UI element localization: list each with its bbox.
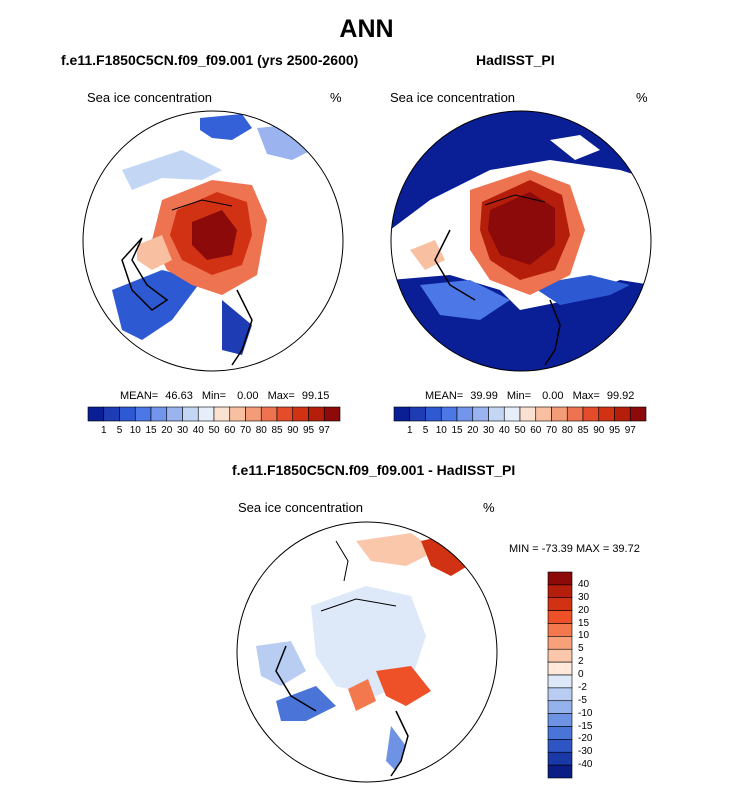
- colorbar-tick-label: 1: [100, 425, 107, 436]
- colorbar-tick-label: 80: [255, 425, 267, 436]
- colorbar-tick-label: 80: [561, 425, 573, 436]
- colorbar-swatch: [548, 739, 572, 752]
- colorbar-tick-label: 10: [578, 630, 590, 642]
- colorbar-swatch: [135, 407, 151, 421]
- panel-3-units-label: %: [483, 500, 495, 515]
- colorbar-swatch: [426, 407, 442, 421]
- colorbar-tick-label: 85: [577, 425, 589, 436]
- panel-1-polar-map: [82, 110, 344, 372]
- colorbar-swatch: [536, 407, 552, 421]
- colorbar-swatch: [230, 407, 246, 421]
- colorbar-swatch: [583, 407, 599, 421]
- colorbar-tick-label: -30: [578, 746, 593, 758]
- colorbar-swatch: [548, 585, 572, 598]
- colorbar-tick-label: -40: [578, 759, 593, 771]
- panel-1-units-label: %: [330, 90, 342, 105]
- colorbar-tick-label: 5: [116, 425, 123, 436]
- panel-1-min-label: Min=: [201, 390, 227, 402]
- panel-1-max-value: 99.15: [301, 390, 330, 402]
- colorbar-swatch: [548, 624, 572, 637]
- colorbar-swatch: [120, 407, 136, 421]
- panel-3-field-label: Sea ice concentration: [238, 500, 364, 515]
- panel-1-field-label: Sea ice concentration: [87, 90, 213, 105]
- colorbar-swatch: [246, 407, 262, 421]
- colorbar-swatch: [198, 407, 214, 421]
- colorbar-swatch: [548, 701, 572, 714]
- colorbar-tick-label: 70: [545, 425, 558, 436]
- colorbar-swatch: [548, 572, 572, 585]
- colorbar-swatch: [548, 714, 572, 727]
- colorbar-swatch: [548, 649, 572, 662]
- colorbar-swatch: [548, 675, 572, 688]
- panel-2-field-label: Sea ice concentration: [390, 90, 516, 105]
- colorbar-swatch: [548, 752, 572, 765]
- main-title: ANN: [339, 15, 394, 43]
- colorbar-tick-label: -10: [578, 707, 593, 719]
- colorbar-swatch: [630, 407, 646, 421]
- colorbar-tick-label: 40: [192, 425, 204, 436]
- colorbar-tick-label: 50: [514, 425, 526, 436]
- colorbar-tick-label: 20: [578, 604, 590, 616]
- colorbar-tick-label: 15: [578, 617, 590, 629]
- colorbar-swatch: [548, 688, 572, 701]
- colorbar-swatch: [489, 407, 505, 421]
- colorbar-tick-label: 90: [593, 425, 605, 436]
- panel-1-colorbar: [88, 407, 340, 421]
- colorbar-tick-label: 95: [302, 425, 315, 436]
- colorbar-swatch: [504, 407, 520, 421]
- colorbar-tick-label: -20: [578, 733, 593, 745]
- panel-1-title: f.e11.F1850C5CN.f09_f09.001 (yrs 2500-2600): [61, 52, 359, 68]
- colorbar-swatch: [293, 407, 309, 421]
- colorbar-tick-label: 30: [176, 425, 189, 436]
- panel-2-max-label: Max=: [572, 390, 600, 402]
- colorbar-tick-label: 15: [145, 425, 157, 436]
- colorbar-swatch: [324, 407, 340, 421]
- panel-3-polar-map: [236, 521, 498, 783]
- panel-2-min-label: Min=: [506, 390, 532, 402]
- colorbar-tick-label: 70: [239, 425, 252, 436]
- panel-3-minmax: MIN = -73.39 MAX = 39.72: [509, 543, 640, 555]
- panel-2-stats: [425, 390, 634, 402]
- colorbar-tick-label: 1: [406, 425, 413, 436]
- colorbar-tick-label: 30: [482, 425, 495, 436]
- colorbar-swatch: [183, 407, 199, 421]
- colorbar-swatch: [473, 407, 489, 421]
- colorbar-tick-label: 40: [498, 425, 510, 436]
- colorbar-tick-label: -15: [578, 720, 593, 732]
- colorbar-swatch: [520, 407, 536, 421]
- colorbar-tick-label: 95: [608, 425, 621, 436]
- panel-1-stats: [120, 390, 329, 402]
- panel-1-mean-label: MEAN=: [120, 390, 159, 402]
- colorbar-tick-label: -5: [578, 694, 587, 706]
- colorbar-swatch: [548, 598, 572, 611]
- colorbar-swatch: [277, 407, 293, 421]
- colorbar-swatch: [410, 407, 426, 421]
- colorbar-tick-label: 5: [578, 643, 584, 655]
- colorbar-swatch: [261, 407, 277, 421]
- panel-3-title: f.e11.F1850C5CN.f09_f09.001 - HadISST_PI: [232, 462, 516, 478]
- panel-2-colorbar: [394, 407, 646, 421]
- panel-2-min-value: 0.00: [542, 390, 564, 402]
- panel-2-mean-label: MEAN=: [425, 390, 464, 402]
- panel-2-units-label: %: [636, 90, 648, 105]
- colorbar-tick-label: 97: [318, 425, 330, 436]
- colorbar-tick-label: 20: [161, 425, 173, 436]
- colorbar-tick-label: 30: [578, 591, 590, 603]
- colorbar-swatch: [548, 765, 572, 778]
- colorbar-swatch: [548, 727, 572, 740]
- colorbar-tick-label: 60: [530, 425, 542, 436]
- panel-2-title: HadISST_PI: [476, 52, 555, 68]
- colorbar-tick-label: 10: [129, 425, 141, 436]
- colorbar-swatch: [151, 407, 167, 421]
- colorbar-tick-label: -2: [578, 681, 587, 693]
- colorbar-swatch: [548, 636, 572, 649]
- colorbar-tick-label: 50: [208, 425, 220, 436]
- colorbar-swatch: [457, 407, 473, 421]
- colorbar-tick-label: 10: [435, 425, 447, 436]
- colorbar-swatch: [88, 407, 104, 421]
- colorbar-tick-label: 15: [451, 425, 463, 436]
- panel-1-min-value: 0.00: [237, 390, 259, 402]
- panel-3-colorbar: [548, 572, 572, 778]
- panel-2-max-value: 99.92: [606, 390, 635, 402]
- colorbar-swatch: [567, 407, 583, 421]
- colorbar-swatch: [394, 407, 410, 421]
- panel-2-polar-map: [390, 110, 652, 372]
- colorbar-tick-label: 60: [224, 425, 236, 436]
- colorbar-tick-label: 2: [578, 656, 584, 668]
- colorbar-tick-label: 5: [422, 425, 429, 436]
- colorbar-tick-label: 0: [578, 669, 584, 680]
- colorbar-swatch: [548, 662, 572, 675]
- colorbar-tick-label: 90: [287, 425, 299, 436]
- colorbar-swatch: [309, 407, 325, 421]
- colorbar-tick-label: 20: [467, 425, 479, 436]
- panel-1-max-label: Max=: [267, 390, 295, 402]
- colorbar-tick-label: 97: [624, 425, 636, 436]
- colorbar-swatch: [214, 407, 230, 421]
- colorbar-tick-label: 85: [271, 425, 283, 436]
- colorbar-swatch: [167, 407, 183, 421]
- colorbar-swatch: [599, 407, 615, 421]
- colorbar-swatch: [615, 407, 631, 421]
- colorbar-swatch: [104, 407, 120, 421]
- panel-1-mean-value: 46.63: [165, 390, 193, 402]
- colorbar-swatch: [548, 611, 572, 624]
- panel-2-mean-value: 39.99: [470, 390, 498, 402]
- colorbar-tick-label: 40: [578, 578, 590, 590]
- colorbar-swatch: [441, 407, 457, 421]
- colorbar-swatch: [552, 407, 568, 421]
